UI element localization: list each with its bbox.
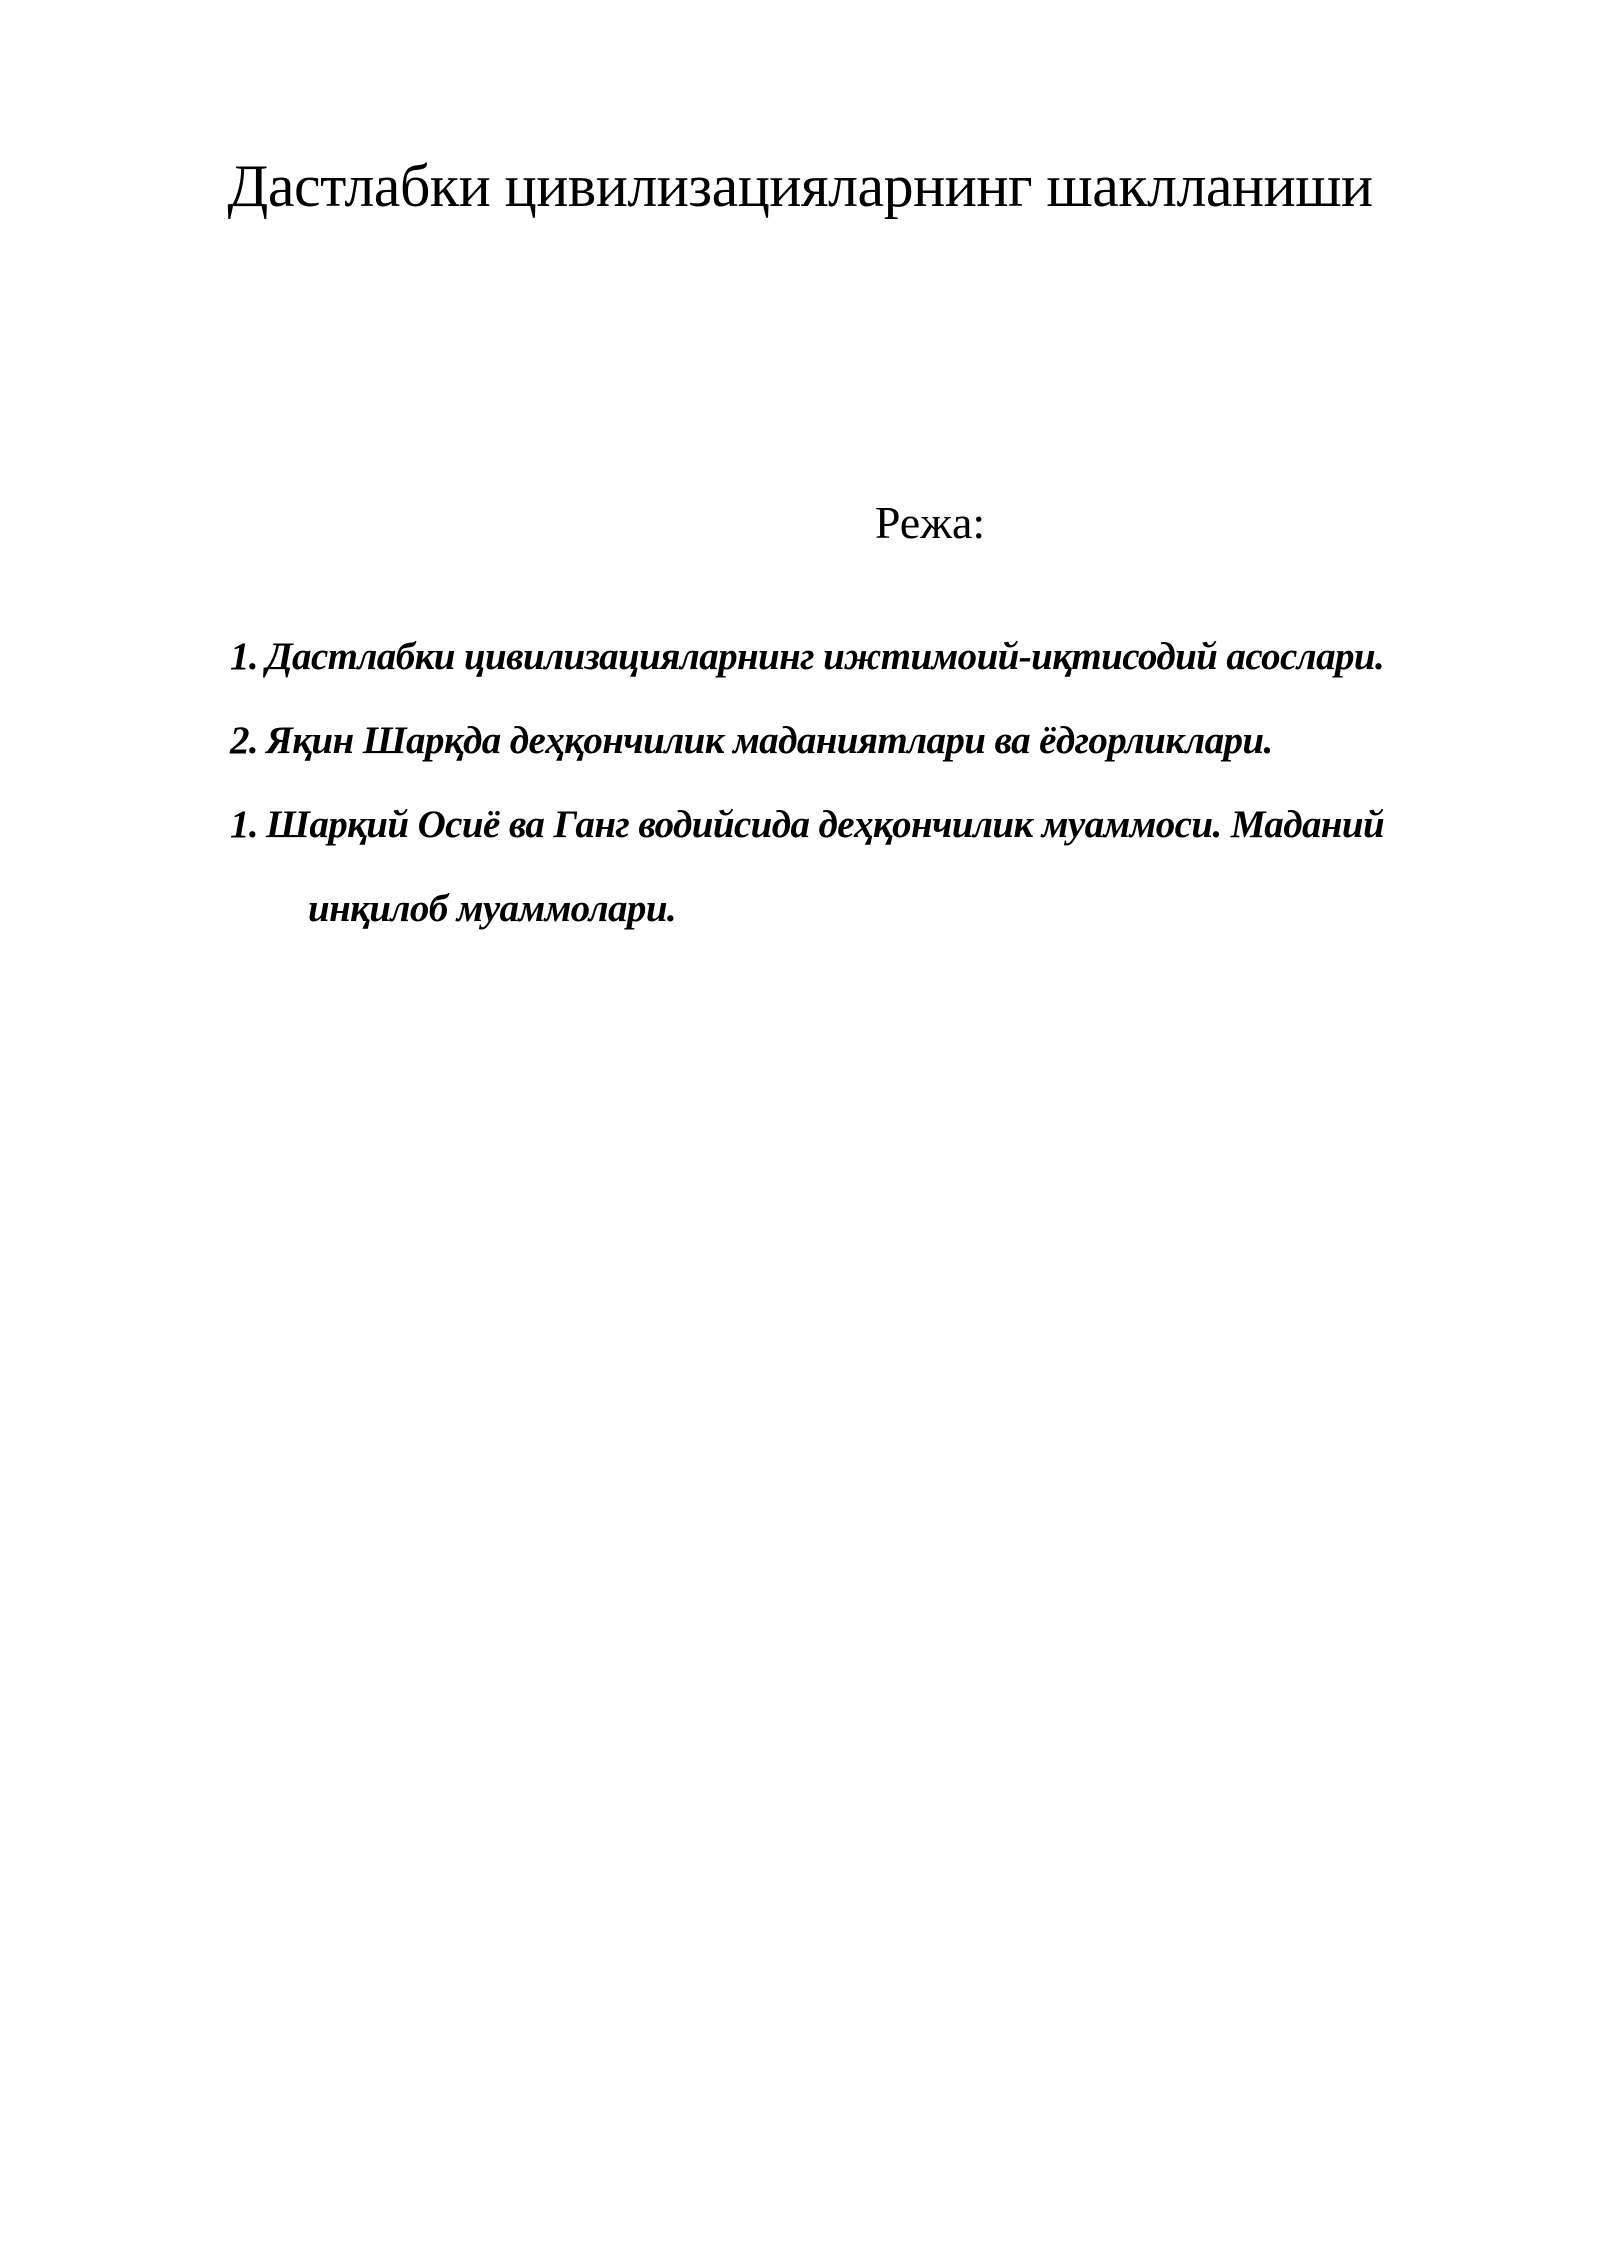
plan-list [230,615,1500,951]
plan-item-text: Дастлабки цивилизацияларнинг ижтимоий-иқтисодий асослари. [266,635,1385,678]
plan-item-text: Шарқий Осиё ва Ганг водийсида деҳқончилик муаммоси. Маданий [266,803,1385,846]
plan-item-number: 1. [230,635,259,678]
plan-item-number: 2. [230,719,259,762]
plan-heading: Режа: [874,497,986,548]
document-title: Дастлабки цивилизацияларнинг шаклланиши [227,153,1373,219]
plan-item-2 [230,699,1500,783]
plan-item-1 [230,615,1500,699]
plan-item-text: Яқин Шарқда деҳқончилик маданиятлари ва ёдгорликлари. [266,719,1273,762]
plan-item-number: 1. [230,803,259,846]
plan-item-3 [230,783,1500,951]
plan-item-continuation: инқилоб муаммолари. [308,887,677,930]
